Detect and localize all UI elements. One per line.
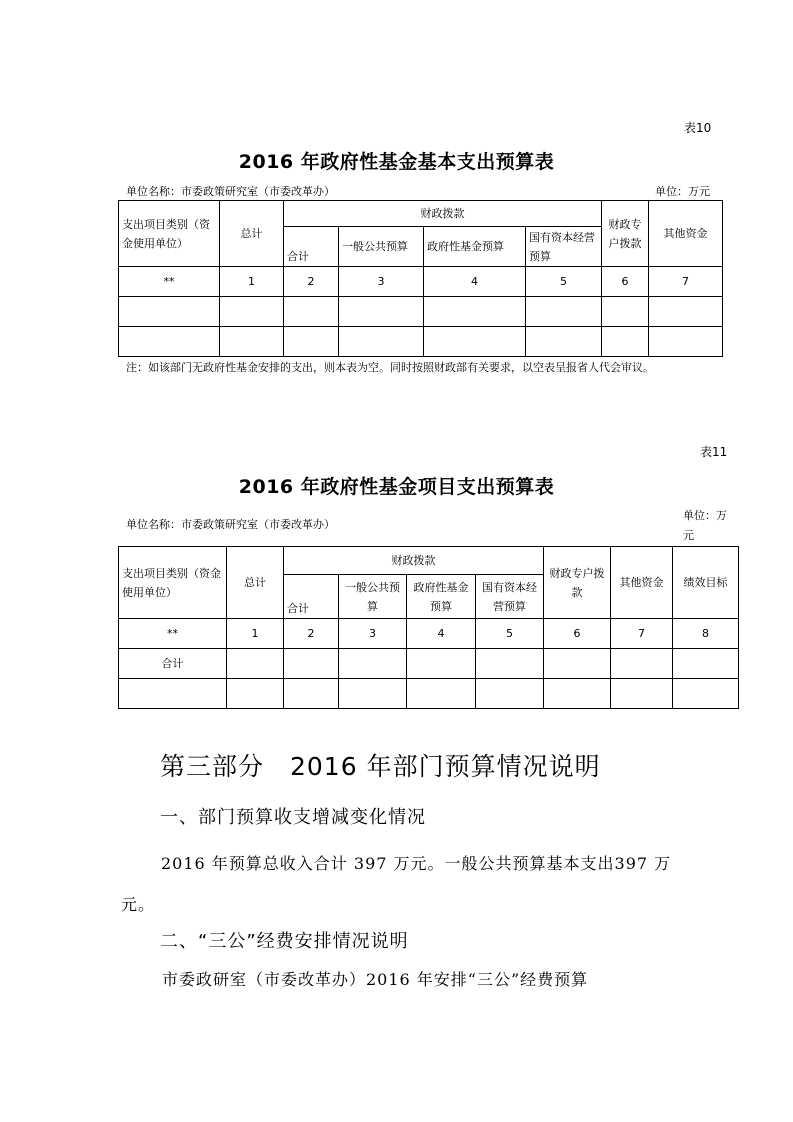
table10-header-state-capital: 国有资本经营预算 bbox=[526, 227, 602, 267]
table10-index-cell: 6 bbox=[602, 267, 649, 297]
table10-header-category: 支出项目类别（资金使用单位） bbox=[119, 201, 220, 267]
table10-note: 注：如该部门无政府性基金安排的支出，则本表为空。同时按照财政部有关要求，以空表呈报省人代会审议。 bbox=[126, 361, 654, 374]
table10-title: 2016 年政府性基金基本支出预算表 bbox=[238, 151, 555, 173]
table-row bbox=[119, 327, 723, 357]
table11-index-cell: ** bbox=[119, 619, 227, 649]
table10-index-cell: 1 bbox=[220, 267, 284, 297]
table-row bbox=[119, 679, 739, 709]
table-row bbox=[119, 297, 723, 327]
table11-header-category: 支出项目类别（资金使用单位） bbox=[119, 547, 227, 619]
section2-heading: 二、“三公”经费安排情况说明 bbox=[160, 931, 409, 952]
table10 bbox=[118, 200, 723, 357]
table-row bbox=[119, 649, 739, 679]
table11-sum-label: 合计 bbox=[119, 649, 227, 679]
table11-index-cell: 7 bbox=[611, 619, 673, 649]
table11-header-gov-fund: 政府性基金预算 bbox=[407, 575, 476, 619]
table11-header-state-capital: 国有资本经营预算 bbox=[476, 575, 544, 619]
table11-unit-name: 单位名称：市委政策研究室（市委改革办） bbox=[126, 518, 335, 531]
section1-body: 2016 年预算总收入合计 397 万元。一般公共预算基本支出397 万元。 bbox=[121, 854, 672, 914]
table10-index-cell: 5 bbox=[526, 267, 602, 297]
table11-index-cell: 6 bbox=[544, 619, 611, 649]
table11-index-cell: 1 bbox=[227, 619, 284, 649]
table10-header-other: 其他资金 bbox=[649, 201, 723, 267]
section1-heading: 一、部门预算收支增减变化情况 bbox=[160, 807, 426, 828]
section2-body: 市委政研室（市委改革办）2016 年安排“三公”经费预算 bbox=[162, 970, 589, 989]
table10-header-subtotal: 合计 bbox=[284, 227, 339, 267]
table10-header-fiscal: 财政拨款 bbox=[284, 201, 602, 227]
table10-index-cell: 2 bbox=[284, 267, 339, 297]
table11-index-cell: 2 bbox=[284, 619, 339, 649]
table11-header-total: 总计 bbox=[227, 547, 284, 619]
table11-header-performance: 绩效目标 bbox=[673, 547, 739, 619]
table11-index-cell: 5 bbox=[476, 619, 544, 649]
table11-header-fiscal-special: 财政专户拨款 bbox=[544, 547, 611, 619]
table11-header-fiscal: 财政拨款 bbox=[284, 547, 544, 575]
table10-header-fiscal-special: 财政专户拨款 bbox=[602, 201, 649, 267]
table10-header-total: 总计 bbox=[220, 201, 284, 267]
table10-unit-name: 单位名称：市委政策研究室（市委改革办） bbox=[126, 185, 335, 198]
table10-index-cell: 4 bbox=[424, 267, 526, 297]
table10-index-cell: 7 bbox=[649, 267, 723, 297]
table11-title: 2016 年政府性基金项目支出预算表 bbox=[238, 476, 555, 498]
table11-header-subtotal: 合计 bbox=[284, 575, 339, 619]
table11-number: 表11 bbox=[700, 445, 728, 459]
table11-header-general: 一般公共预算 bbox=[339, 575, 407, 619]
table11-index-cell: 8 bbox=[673, 619, 739, 649]
table11-header-other: 其他资金 bbox=[611, 547, 673, 619]
table11-index-cell: 4 bbox=[407, 619, 476, 649]
part3-title: 第三部分 2016 年部门预算情况说明 bbox=[160, 752, 601, 781]
table11-unit: 单位：万元 bbox=[683, 509, 727, 542]
table10-unit: 单位：万元 bbox=[655, 185, 710, 198]
table10-index-cell: 3 bbox=[339, 267, 424, 297]
table10-index-cell: ** bbox=[119, 267, 220, 297]
table10-header-general: 一般公共预算 bbox=[339, 227, 424, 267]
table11 bbox=[118, 546, 739, 709]
table10-header-gov-fund: 政府性基金预算 bbox=[424, 227, 526, 267]
table11-index-cell: 3 bbox=[339, 619, 407, 649]
table10-number: 表10 bbox=[684, 121, 712, 135]
